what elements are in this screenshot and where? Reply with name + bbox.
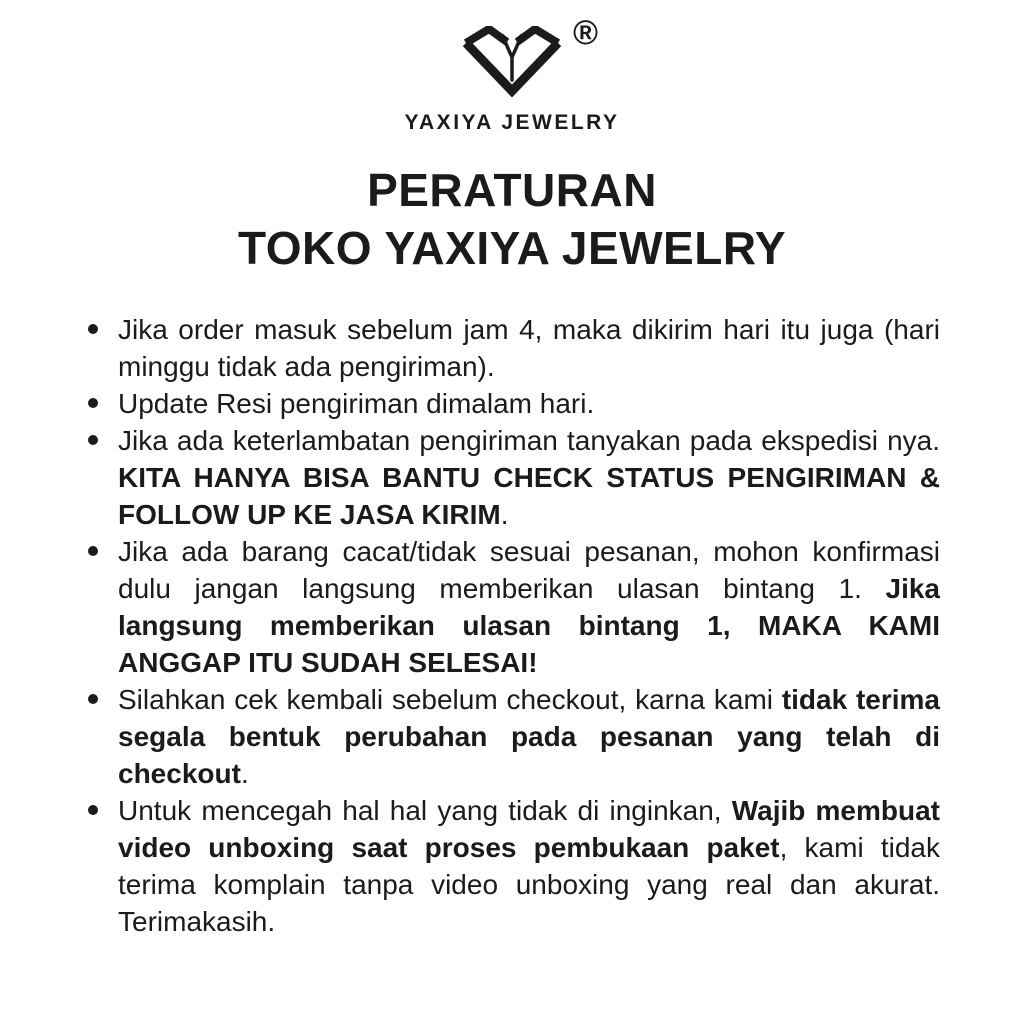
rule-text-segment: Jika langsung memberikan ulasan bintang 1, MAKA KAMI ANGGAP ITU SUDAH SELESAI! — [118, 573, 940, 678]
page-title-line2: TOKO YAXIYA JEWELRY — [237, 222, 787, 274]
rule-text-segment: Update Resi pengiriman dimalam hari. — [118, 388, 595, 419]
brand-logo — [462, 14, 598, 98]
page-title — [0, 161, 1024, 277]
brand-header — [0, 0, 1024, 135]
rule-text-segment: KITA HANYA BISA BANTU CHECK STATUS PENGIRIMAN & FOLLOW UP KE JASA KIRIM — [118, 462, 940, 530]
rule-text-segment: Jika order masuk sebelum jam 4, maka dikirim hari itu juga (hari minggu tidak ada pengiriman). — [118, 314, 940, 382]
rules-list — [0, 311, 1024, 940]
bullet-icon — [88, 398, 98, 408]
rule-item — [118, 311, 940, 385]
bullet-icon — [88, 805, 98, 815]
rule-text-segment: Jika ada barang cacat/tidak sesuai pesanan, mohon konfirmasi dulu jangan langsung memberikan ulasan bintang 1. — [118, 536, 940, 604]
rule-item — [118, 533, 940, 681]
rule-text-segment: Silahkan cek kembali sebelum checkout, karna kami — [118, 684, 782, 715]
bullet-icon — [88, 435, 98, 445]
brand-name: YAXIYA JEWELRY — [404, 111, 620, 134]
bullet-icon — [88, 324, 98, 334]
rule-text-segment: Jika ada keterlambatan pengiriman tanyakan pada ekspedisi nya. — [118, 425, 940, 456]
page-title-line1: PERATURAN — [367, 164, 657, 216]
rule-item — [118, 681, 940, 792]
rule-item — [118, 422, 940, 533]
rule-text-segment: tidak terima segala bentuk perubahan pada pesanan yang telah di checkout — [118, 684, 940, 789]
rule-item — [118, 385, 940, 422]
bullet-icon — [88, 546, 98, 556]
diamond-logo-icon — [462, 26, 562, 98]
rule-item — [118, 792, 940, 940]
rule-text-segment: . — [240, 758, 249, 789]
bullet-icon — [88, 694, 98, 704]
rule-text-segment: . — [500, 499, 509, 530]
rule-text-segment: , kami tidak terima komplain tanpa video unboxing yang real dan akurat. Terimakasih. — [118, 832, 940, 937]
rule-text-segment: Wajib membuat video unboxing saat proses pembukaan paket — [118, 795, 940, 863]
rule-text-segment: Untuk mencegah hal hal yang tidak di inginkan, — [118, 795, 732, 826]
registered-trademark-icon: ® — [572, 14, 598, 52]
